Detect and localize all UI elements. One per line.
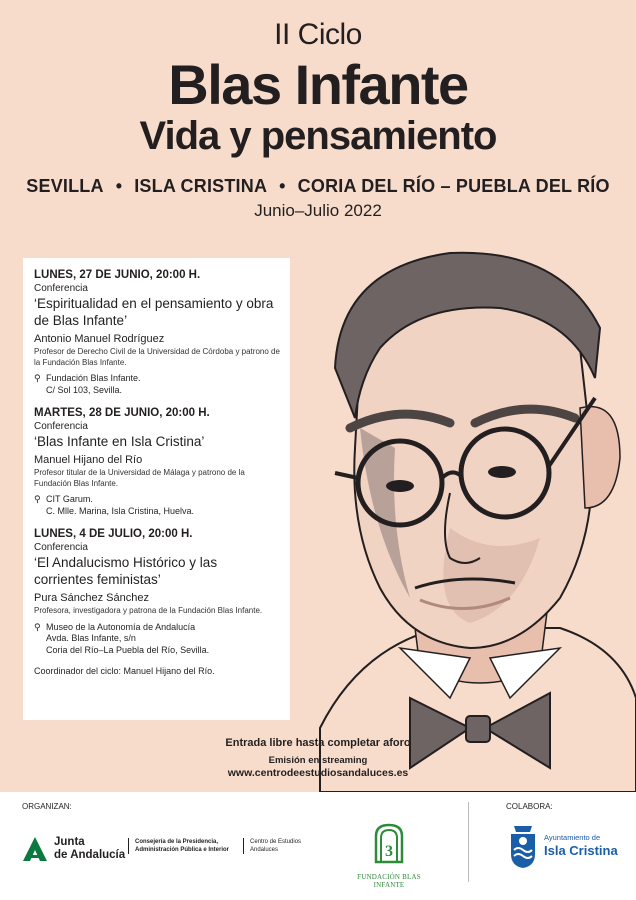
event-type: Conferencia bbox=[34, 542, 88, 553]
location-pin-icon: ⚲ bbox=[34, 621, 41, 632]
venue-line: Museo de la Autonomía de Andalucía bbox=[46, 621, 196, 632]
fundacion-logo bbox=[344, 822, 434, 889]
junta-logo bbox=[22, 836, 125, 862]
junta-logo-icon bbox=[22, 836, 48, 862]
place-sevilla: SEVILLA bbox=[26, 176, 104, 196]
cycle-label: II Ciclo bbox=[274, 18, 362, 51]
event-date: LUNES, 27 DE JUNIO, 20:00 H. bbox=[34, 269, 201, 281]
event-title: ‘El Andalucismo Histórico y las corrientes feministas’ bbox=[34, 555, 218, 587]
venue-line: C/ Sol 103, Sevilla. bbox=[46, 384, 123, 395]
ayuntamiento-name: Isla Cristina bbox=[544, 842, 618, 858]
poster-subtitle: Vida y pensamiento bbox=[139, 114, 497, 158]
svg-text:3: 3 bbox=[385, 843, 393, 860]
date-range: Junio–Julio 2022 bbox=[254, 201, 382, 220]
fundacion-name: FUNDACIÓN BLAS INFANTE bbox=[357, 873, 421, 889]
free-entry-note: Entrada libre hasta completar aforo bbox=[225, 737, 411, 749]
event-speaker: Manuel Hijano del Río bbox=[34, 454, 143, 466]
ayuntamiento-line: Ayuntamiento de bbox=[544, 832, 601, 842]
venue-line: Coria del Río–La Puebla del Río, Sevilla. bbox=[46, 644, 210, 655]
venue-line: Fundación Blas Infante. bbox=[46, 373, 141, 383]
place-isla-cristina: ISLA CRISTINA bbox=[134, 176, 268, 196]
junta-line: Junta bbox=[54, 836, 85, 848]
portrait-illustration bbox=[300, 228, 636, 792]
places-line bbox=[0, 176, 636, 197]
program-card bbox=[23, 258, 290, 720]
event-date: LUNES, 4 DE JULIO, 20:00 H. bbox=[34, 528, 193, 540]
streaming-label: Emisión en streaming bbox=[268, 755, 368, 766]
collaborators-label: COLABORA: bbox=[506, 802, 553, 811]
event-speaker-role: Profesora, investigadora y patrona de la Fundación Blas Infante. bbox=[34, 606, 263, 615]
event-venue bbox=[34, 373, 280, 396]
consejeria-line: Consejería de la Presidencia, bbox=[135, 839, 219, 845]
header bbox=[0, 18, 636, 221]
event-speaker: Antonio Manuel Rodríguez bbox=[34, 333, 165, 345]
venue-line: CIT Garum. bbox=[46, 494, 93, 504]
event-speaker-role: Profesor titular de la Universidad de Málaga y patrono de la Fundación Blas Infante. bbox=[34, 468, 245, 488]
access-info bbox=[200, 737, 436, 779]
consejeria-line: Administración Pública e Interior bbox=[135, 847, 230, 853]
ayuntamiento-logo bbox=[508, 820, 618, 870]
footer-divider bbox=[468, 802, 469, 882]
fundacion-logo-icon bbox=[372, 822, 406, 866]
place-separator: • bbox=[279, 176, 286, 196]
event-item bbox=[34, 406, 280, 517]
event-speaker-role: Profesor de Derecho Civil de la Universidad de Córdoba y patrono de la Fundación Blas Infante. bbox=[34, 347, 280, 367]
footer bbox=[0, 792, 636, 900]
event-item bbox=[34, 527, 280, 656]
event-venue bbox=[34, 622, 280, 657]
junta-line: de Andalucía bbox=[54, 849, 126, 861]
event-title: ‘Blas Infante en Isla Cristina’ bbox=[34, 434, 205, 449]
event-type: Conferencia bbox=[34, 283, 88, 294]
event-title: ‘Espiritualidad en el pensamiento y obra de Blas Infante’ bbox=[34, 296, 274, 328]
event-item bbox=[34, 268, 280, 396]
centro-estudios-label bbox=[243, 838, 301, 854]
location-pin-icon: ⚲ bbox=[34, 373, 41, 383]
event-date: MARTES, 28 DE JUNIO, 20:00 H. bbox=[34, 407, 210, 419]
event-type: Conferencia bbox=[34, 421, 88, 432]
place-coria-puebla: CORIA DEL RÍO – PUEBLA DEL RÍO bbox=[297, 176, 610, 196]
poster-title: Blas Infante bbox=[168, 53, 468, 116]
consejeria-label bbox=[128, 838, 229, 854]
place-separator: • bbox=[115, 176, 123, 196]
streaming-url[interactable]: www.centrodeestudiosandaluces.es bbox=[227, 767, 409, 779]
organizers-label: ORGANIZAN: bbox=[22, 802, 72, 811]
event-venue bbox=[34, 494, 280, 517]
location-pin-icon: ⚲ bbox=[34, 494, 41, 504]
venue-line: C. Mlle. Marina, Isla Cristina, Huelva. bbox=[46, 505, 195, 516]
coordinator-note: Coordinador del ciclo: Manuel Hijano del Río. bbox=[34, 666, 215, 676]
event-speaker: Pura Sánchez Sánchez bbox=[34, 592, 149, 604]
isla-cristina-shield-icon bbox=[508, 820, 538, 870]
venue-line: Avda. Blas Infante, s/n bbox=[46, 633, 136, 643]
centro-line: Andaluces bbox=[250, 847, 279, 853]
centro-line: Centro de Estudios bbox=[250, 839, 302, 845]
